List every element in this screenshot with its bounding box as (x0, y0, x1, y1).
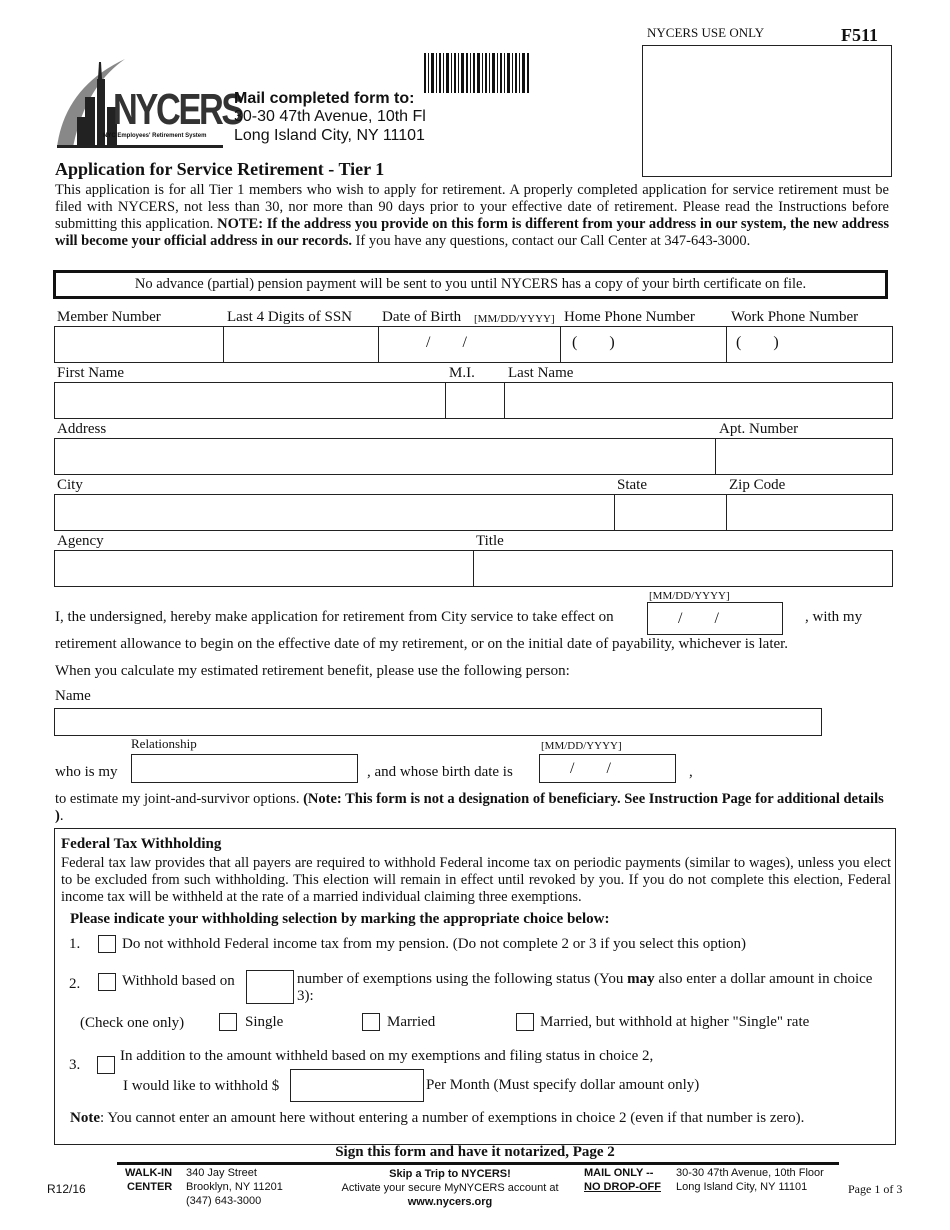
option1-text: Do not withhold Federal income tax from my pension. (Do not complete 2 or 3 if you select this option) (122, 936, 747, 952)
estimate-paragraph (55, 791, 889, 825)
married-higher-checkbox[interactable] (516, 1013, 534, 1031)
ssn-label: Last 4 Digits of SSN (227, 309, 353, 325)
relationship-label: Relationship (131, 736, 197, 751)
option1-number: 1. (69, 936, 81, 952)
notice-box (53, 270, 888, 299)
single-label: Single (245, 1014, 284, 1030)
birth-date-comma: , (689, 764, 693, 780)
option1-checkbox[interactable] (98, 935, 116, 953)
walkin-label-2: CENTER (127, 1181, 173, 1193)
option2-status-text (297, 971, 877, 1005)
effective-text-line3: When you calculate my estimated retirement benefit, please use the following person: (55, 663, 570, 679)
dob-label: Date of Birth (382, 309, 462, 325)
address-input[interactable] (55, 439, 714, 474)
effective-date-slashes: / / (678, 610, 719, 627)
option3-withhold-label: I would like to withhold $ (123, 1078, 280, 1094)
row1-divider (560, 326, 561, 363)
effective-date-input[interactable] (647, 602, 783, 635)
mail-only-address-1: 30-30 47th Avenue, 10th Floor (676, 1167, 824, 1179)
mi-input[interactable] (446, 383, 503, 418)
birth-date-format: [MM/DD/YYYY] (541, 740, 622, 752)
mi-label: M.I. (449, 365, 475, 381)
no-drop-off-label: NO DROP-OFF (584, 1181, 661, 1193)
married-label: Married (387, 1014, 436, 1030)
person-name-label: Name (55, 688, 91, 704)
estimate-text: to estimate my joint-and-survivor options. (55, 791, 304, 807)
skip-trip-title: Skip a Trip to NYCERS! (389, 1168, 511, 1180)
sign-instruction: Sign this form and have it notarized, Page 2 (335, 1144, 615, 1160)
mail-title: Mail completed form to: (234, 90, 415, 107)
mail-only-label: MAIL ONLY -- (584, 1167, 654, 1179)
option3-checkbox[interactable] (97, 1056, 115, 1074)
option2-status-may: may (627, 971, 655, 987)
last-name-label: Last Name (508, 365, 574, 381)
home-phone-label: Home Phone Number (564, 309, 695, 325)
estimate-period: . (59, 808, 64, 824)
check-one-label: (Check one only) (80, 1015, 185, 1031)
logo-wordmark: NYCERS (113, 85, 242, 134)
title-label: Title (476, 533, 504, 549)
single-checkbox[interactable] (219, 1013, 237, 1031)
option2-status-pre: number of exemptions using the following status (You (297, 971, 628, 987)
tax-note-label: Note (70, 1110, 100, 1126)
office-use-box (642, 45, 892, 177)
walkin-label-1: WALK-IN (125, 1167, 173, 1179)
barcode-icon (424, 53, 530, 93)
city-label: City (57, 477, 83, 493)
address-label: Address (57, 421, 107, 437)
work-phone-input[interactable]: ( ) (736, 334, 779, 351)
dob-input[interactable]: / / (426, 334, 467, 351)
person-name-input[interactable] (54, 708, 822, 736)
tax-note (70, 1110, 804, 1127)
tax-note-text: : You cannot enter an amount here without entering a number of exemptions in choice 2 (even if that number is zero). (100, 1110, 805, 1126)
married-higher-label: Married, but withhold at higher "Single" rate (540, 1014, 810, 1030)
city-input[interactable] (55, 495, 613, 530)
walkin-phone: (347) 643-3000 (186, 1195, 262, 1207)
birth-date-text: , and whose birth date is (367, 764, 513, 780)
relationship-input[interactable] (131, 754, 358, 783)
intro-text: This application is for all Tier 1 members who wish to apply for retirement. A properly completed application for service retirement must be filed with NYCERS, not less than 30, nor more than 90 days prior to your effective date of retirement. Please read the Instructions before submitting this application. (55, 182, 889, 232)
intro-paragraph (55, 182, 889, 250)
barcode (424, 53, 530, 93)
form-id: F511 (841, 25, 879, 45)
effective-date-format: [MM/DD/YYYY] (649, 590, 730, 602)
option2-text: Withhold based on (122, 973, 235, 989)
intro-note: NOTE: If the address you provide on this form is different from your address in our system, the new address will become your official address in our records. (55, 216, 889, 249)
tax-heading: Federal Tax Withholding (61, 836, 222, 852)
dob-format-label: [MM/DD/YYYY] (474, 313, 555, 325)
apt-label: Apt. Number (719, 421, 799, 437)
birth-date-slashes: / / (570, 760, 611, 777)
option3-number: 3. (69, 1057, 81, 1073)
job-title-input[interactable] (474, 551, 892, 586)
row1-divider (378, 326, 379, 363)
walkin-address-1: 340 Jay Street (186, 1167, 257, 1179)
birth-date-input[interactable] (539, 754, 676, 783)
last-name-input[interactable] (505, 383, 892, 418)
home-phone-input[interactable]: ( ) (572, 334, 615, 351)
married-checkbox[interactable] (362, 1013, 380, 1031)
option3-text: In addition to the amount withheld based on my exemptions and filing status in choice 2, (120, 1048, 654, 1064)
option2-checkbox[interactable] (98, 973, 116, 991)
skip-trip-text: Activate your secure MyNYCERS account at (341, 1182, 559, 1194)
work-phone-label: Work Phone Number (731, 309, 859, 325)
apt-input[interactable] (716, 439, 892, 474)
option2-number: 2. (69, 976, 81, 992)
footer-rule (117, 1162, 839, 1165)
mail-only-address-2: Long Island City, NY 11101 (676, 1181, 808, 1193)
member-number-label: Member Number (57, 309, 161, 325)
page-title: Application for Service Retirement - Tier 1 (55, 159, 385, 179)
estimate-note: (Note: This form is not a designation of beneficiary. See Instruction Page for additional details ) (55, 791, 884, 824)
zip-input[interactable] (727, 495, 892, 530)
option2-status-post: also enter a dollar amount in choice 3): (297, 971, 873, 1004)
revision-code: R12/16 (47, 1182, 86, 1196)
row1-divider (726, 326, 727, 363)
first-name-label: First Name (57, 365, 125, 381)
zip-label: Zip Code (729, 477, 786, 493)
tax-instruction: Please indicate your withholding selection by marking the appropriate choice below: (70, 911, 610, 927)
notice-text: No advance (partial) pension payment will be sent to you until NYCERS has a copy of your birth certificate on file. (134, 276, 807, 292)
member-number-input[interactable] (55, 327, 222, 362)
agency-input[interactable] (55, 551, 472, 586)
mail-address-line2: Long Island City, NY 11101 (234, 127, 425, 144)
option3-per-month: Per Month (Must specify dollar amount only) (426, 1077, 700, 1093)
exemptions-input[interactable] (246, 970, 294, 1004)
tax-body: Federal tax law provides that all payers are required to withhold Federal income tax on periodic payments (similar to wages), unless you elect to be excluded from such withholding. This election will remain in effect until revoked by you. If you do not complete this election, Federal income tax will be withheld at the rate of a married individual claiming three exemptions. (61, 855, 891, 905)
ssn-input[interactable] (224, 327, 377, 362)
first-name-input[interactable] (55, 383, 444, 418)
withhold-amount-input[interactable] (290, 1069, 424, 1102)
effective-text-with-my: , with my (805, 609, 863, 625)
intro-text-end: If you have any questions, contact our Call Center at 347-643-3000. (351, 233, 751, 249)
use-only-label: NYCERS USE ONLY (647, 25, 765, 40)
who-is-my-text: who is my (55, 764, 118, 780)
effective-text-line1: I, the undersigned, hereby make application for retirement from City service to take effect on (55, 609, 614, 625)
state-input[interactable] (615, 495, 725, 530)
agency-label: Agency (57, 533, 104, 549)
mail-address-line1: 30-30 47th Avenue, 10th Fl (234, 108, 426, 125)
page-number: Page 1 of 3 (848, 1182, 903, 1196)
website-link[interactable]: www.nycers.org (407, 1196, 493, 1208)
logo-subtitle: NYC Employees' Retirement System (103, 133, 207, 139)
state-label: State (617, 477, 647, 493)
logo (55, 57, 242, 152)
effective-text-line2: retirement allowance to begin on the effective date of my retirement, or on the initial date of payability, whichever is later. (55, 636, 789, 652)
walkin-address-2: Brooklyn, NY 11201 (186, 1181, 283, 1193)
